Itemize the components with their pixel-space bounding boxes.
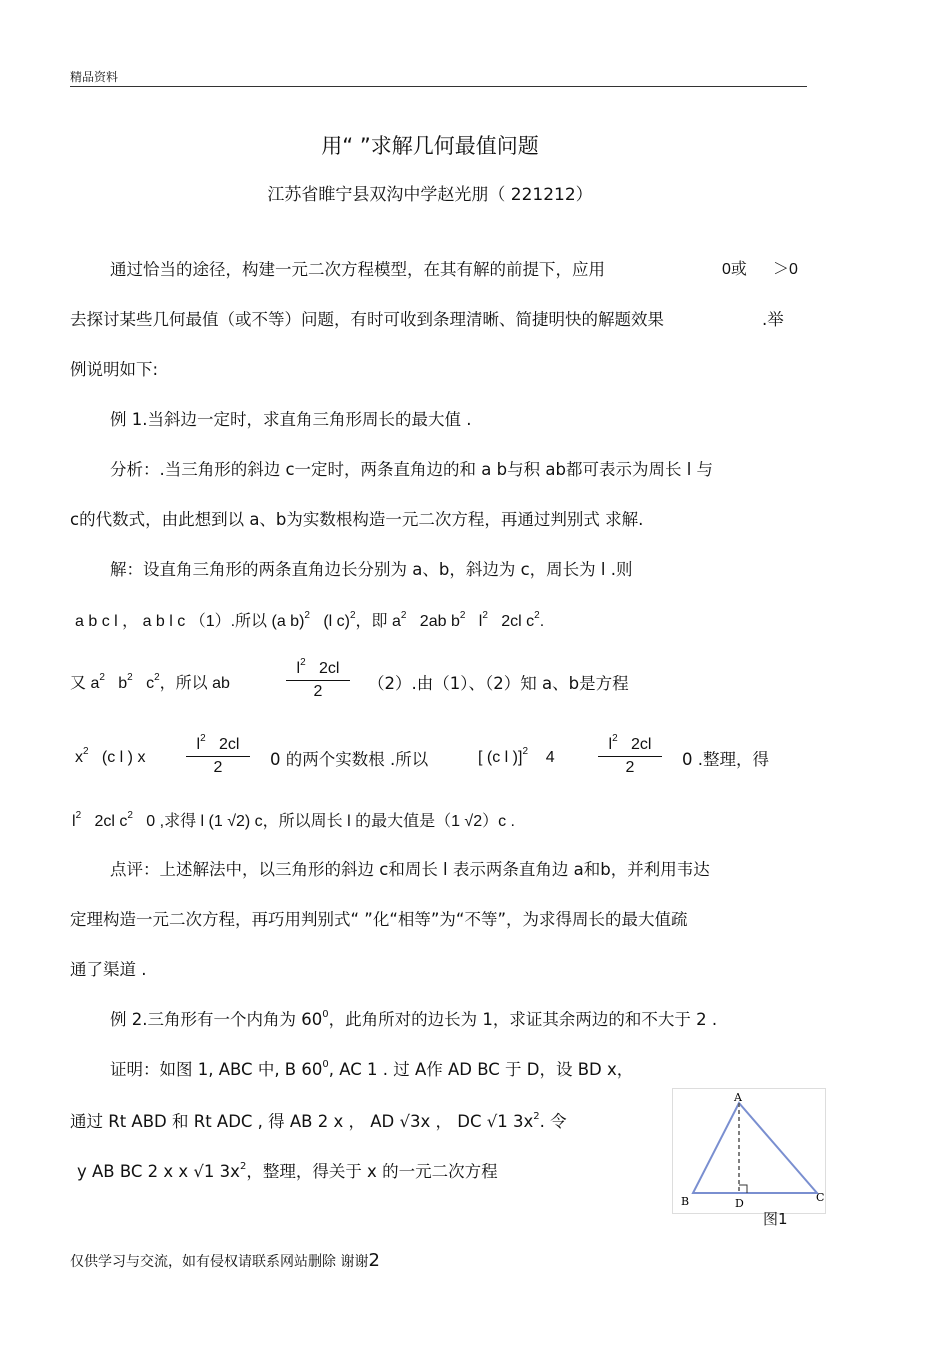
figure-1-triangle — [672, 1088, 826, 1214]
figure-1-caption: 图1 — [763, 1210, 788, 1228]
author-line: 江苏省睢宁县双沟中学赵光朋（ 221212） — [267, 185, 593, 205]
comment-line-2: 定理构造一元二次方程，再巧用判别式“ ”化“相等”为“不等”，为求得周长的最大值疏 — [70, 910, 688, 929]
fraction-ab: $l^2$ 2cl 2 — [286, 657, 350, 701]
label-c: C — [816, 1191, 825, 1204]
label-b: B — [681, 1195, 690, 1208]
math-line-3b: 0 的两个实数根 .所以 — [270, 750, 429, 769]
comment-line-1: 点评：上述解法中，以三角形的斜边 c和周长 l 表示两条直角边 a和b，并利用韦达 — [110, 860, 710, 879]
header-rule — [70, 86, 807, 87]
math-line-4: $l^2$ 2cl $c^2$ 0 ,求得 l (1 √2) c，所以周长 l 的最大值是（1 √2）c . — [72, 810, 516, 830]
proof-line-1: 证明：如图 1, ABC 中, B $60^0$, AC 1 . 过 A作 AD BC 于 D，设 BD x， — [110, 1059, 634, 1079]
intro-text: 通过恰当的途径，构建一元二次方程模型，在其有解的前提下，应用 — [110, 260, 605, 279]
label-a: A — [734, 1091, 742, 1104]
intro-text-2: 去探讨某些几何最值（或不等）问题，有时可收到条理清晰、简捷明快的解题效果 — [70, 310, 664, 329]
analysis-line-2: c的代数式，由此想到以 a、b为实数根构造一元二次方程，再通过判别式 求解. — [70, 510, 644, 529]
document-title: 用“ ”求解几何最值问题 — [321, 134, 539, 158]
math-line-3a: $x^2$ (c l ) x — [75, 746, 146, 766]
right-angle-mark — [739, 1185, 747, 1193]
comment-line-3: 通了渠道 . — [70, 960, 147, 979]
triangle-abc — [693, 1103, 817, 1193]
proof-line-3: y AB BC 2 x x √1 $3x^2$，整理，得关于 x 的一元二次方程 — [77, 1161, 498, 1181]
intro-delta-zero: 0或 — [722, 261, 747, 278]
page-footer: 仅供学习与交流，如有侵权请联系网站删除 谢谢2 — [70, 1250, 380, 1271]
math-line-1: a b c l ， a b l c （1）.所以 (a b)$^2$ (l c)$^2$，即 $a^2$ 2ab $b^2$ $l^2$ 2cl $c^2$. — [75, 610, 545, 630]
triangle-diagram — [673, 1089, 825, 1213]
math-line-3d: 0 .整理，得 — [682, 750, 769, 769]
page-number: 2 — [368, 1250, 380, 1271]
math-line-2b: （2）.由（1）、（2）知 a、b是方程 — [368, 674, 629, 693]
intro-text-3: 例说明如下: — [70, 360, 159, 379]
page-header-label: 精品资料 — [70, 70, 119, 84]
fraction-discriminant: $l^2$ 2cl 2 — [598, 733, 662, 777]
math-line-2a: 又 $a^2$ $b^2$ $c^2$，所以 ab — [70, 672, 230, 692]
label-d: D — [735, 1197, 744, 1210]
fraction-quadratic-constant: $l^2$ 2cl 2 — [186, 733, 250, 777]
intro-text-2-end: .举 — [762, 310, 784, 329]
analysis-line-1: 分析：.当三角形的斜边 c一定时，两条直角边的和 a b与积 ab都可表示为周长 l 与 — [110, 460, 714, 479]
example-2-title: 例 2.三角形有一个内角为 $60^0$，此角所对的边长为 1，求证其余两边的和不大于 2 . — [110, 1009, 718, 1029]
solution-line-1: 解：设直角三角形的两条直角边长分别为 a、b，斜边为 c，周长为 l .则 — [110, 560, 633, 579]
intro-delta-positive: ＞0 — [773, 261, 798, 278]
math-line-3c: [ (c l )]$^2$ 4 — [478, 746, 555, 766]
example-1-title: 例 1.当斜边一定时，求直角三角形周长的最大值 . — [110, 410, 472, 429]
proof-line-2: 通过 Rt ABD 和 Rt ADC , 得 AB 2 x ， AD √3x ， DC √1 $3x^2$. 令 — [70, 1111, 567, 1131]
